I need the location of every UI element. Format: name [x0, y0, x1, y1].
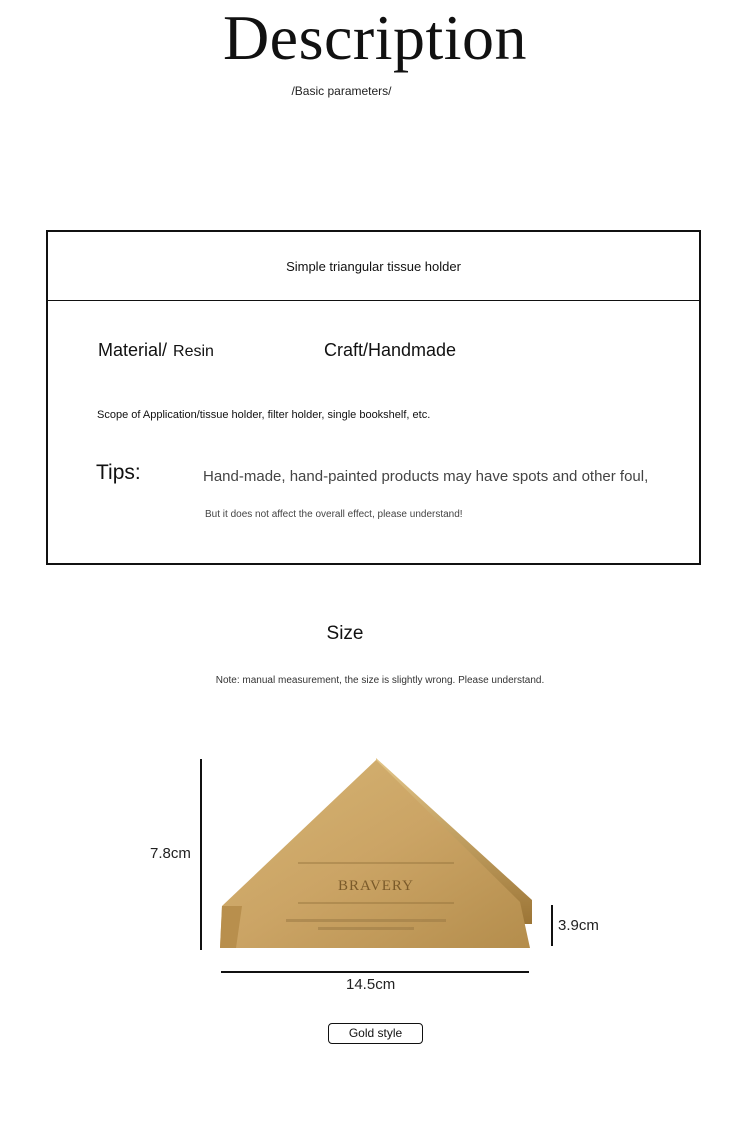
- parameters-box-header: [48, 232, 699, 301]
- height-label: 7.8cm: [150, 845, 191, 862]
- engraving-fine-print-1: [286, 919, 446, 922]
- page-title: Description: [222, 2, 528, 73]
- material-row: [98, 340, 214, 361]
- depth-label: 3.9cm: [558, 917, 599, 934]
- material-label: Material/: [98, 340, 168, 360]
- craft-text: Craft/Handmade: [324, 340, 457, 360]
- material-value: Resin: [173, 343, 214, 360]
- holder-engraving: BRAVERY: [338, 878, 414, 894]
- parameters-box: [46, 230, 701, 565]
- tips-text-line-2: But it does not affect the overall effect, please understand!: [205, 509, 463, 520]
- product-image: [214, 752, 536, 954]
- size-note: Note: manual measurement, the size is slightly wrong. Please understand.: [215, 675, 545, 686]
- depth-dimension-line: [551, 905, 553, 946]
- scope-of-application: Scope of Application/tissue holder, filter holder, single bookshelf, etc.: [97, 409, 431, 421]
- size-title: Size: [326, 623, 364, 644]
- engraving-fine-print-2: [318, 927, 414, 930]
- tips-text-line-1: Hand-made, hand-painted products may have spots and other foul,: [203, 468, 649, 485]
- product-name: Simple triangular tissue holder: [286, 259, 461, 274]
- width-dimension-line: [221, 971, 529, 973]
- width-label: 14.5cm: [346, 976, 396, 993]
- page-subtitle: /Basic parameters/: [291, 84, 392, 98]
- style-badge: Gold style: [328, 1023, 423, 1044]
- tips-label: Tips:: [96, 461, 141, 484]
- height-dimension-line: [200, 759, 202, 950]
